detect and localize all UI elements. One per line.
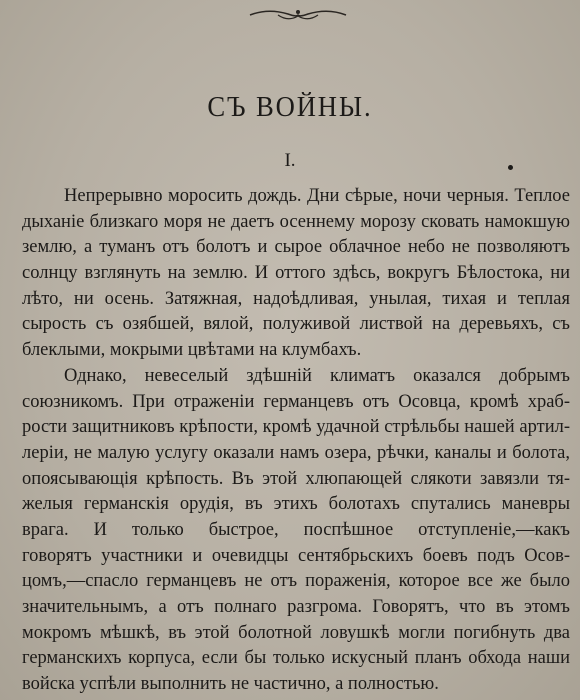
text-line: землю, а туманъ отъ болотъ и сырое облачное небо не позволяютъ [22,237,570,258]
text-line: рости защитниковъ крѣпости, кромѣ удачной стрѣльбы нашей артил- [22,417,570,438]
text-line: лѣто, ни осень. Затяжная, надоѣдливая, унылая, тихая и теплая [22,288,570,309]
text-line: мокромъ мѣшкѣ, въ этой болотной ловушкѣ могли погибнуть два [22,622,570,643]
page-title: СЪ ВОЙНЫ. [207,92,373,123]
body-text [22,184,570,700]
text-line: германскихъ корпуса, если бы только искусный планъ обхода наши [22,648,570,669]
text-line: леріи, не малую услугу оказали намъ озера, рѣчки, каналы и болота, [22,442,570,463]
text-line: говорятъ участники и очевидцы сентябрьскихъ боевъ подъ Осов- [22,545,570,566]
text-line: цомъ,—спасло германцевъ не отъ пораженія, которое все же было [22,571,570,592]
text-line: значительнымъ, а отъ полнаго разгрома. Говорятъ, что въ этомъ [22,597,570,617]
text-line: Непрерывно моросить дождь. Дни сѣрые, ночи черныя. Теплое [64,186,570,206]
text-line: войска успѣли выполнить не частично, а полностью. [22,674,439,695]
text-line: союзникомъ. При отраженіи германцевъ отъ Осовца, кромѣ храб- [22,391,570,412]
text-line: блеклыми, мокрыми цвѣтами на клумбахъ. [22,340,362,361]
text-line: опоясывающія крѣпость. Въ этой хлюпающей слякоти завязли тя- [22,468,570,489]
text-line: сырость съ озябшей, вялой, полуживой листвой на деревьяхъ, съ [22,314,570,335]
text-line: врага. И только быстрое, поспѣшное отступленіе,—какъ [22,519,570,540]
text-line: желыя германскія орудія, въ этихъ болотахъ спутались маневры [22,494,570,515]
chapter-number: I. [284,150,296,171]
text-line: дыханіе близкаго моря не даетъ осеннему морозу сковать намокшую [22,211,570,232]
text-line: Однако, невеселый здѣшній климатъ оказался добрымъ [64,365,570,386]
text-line: солнцу взглянуть на землю. И оттого здѣсь, вокругъ Бѣлостока, ни [22,263,570,284]
ink-speck [508,165,513,170]
decorative-ornament-icon [248,6,348,24]
